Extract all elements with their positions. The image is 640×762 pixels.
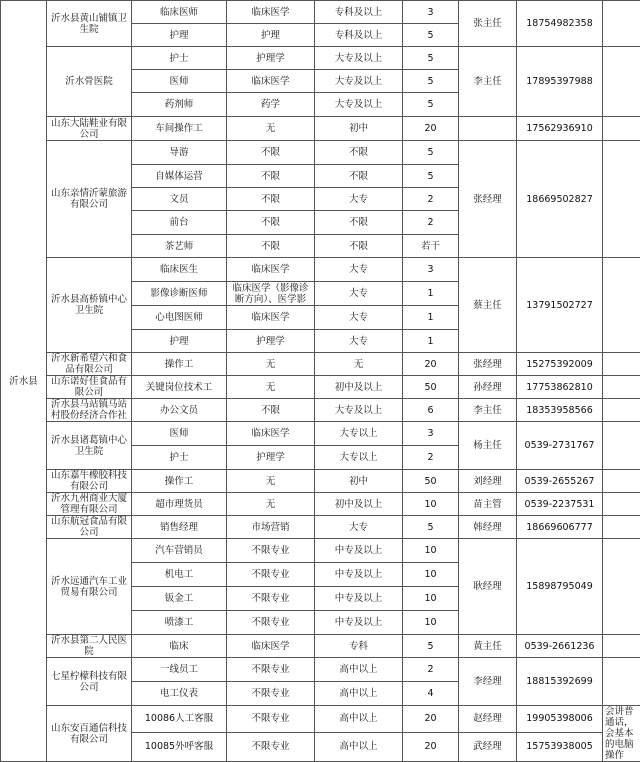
position-cell: 10086人工客服 bbox=[132, 706, 227, 733]
count-cell: 5 bbox=[403, 635, 459, 658]
position-cell: 10085外呼客服 bbox=[132, 732, 227, 761]
major-cell: 临床医学（影像诊断方向）、医学影 bbox=[227, 282, 315, 306]
education-cell: 大专 bbox=[315, 330, 403, 353]
education-cell: 大专 bbox=[315, 516, 403, 539]
phone-cell: 18754982358 bbox=[517, 1, 603, 47]
note-cell bbox=[603, 258, 640, 353]
note-cell bbox=[603, 470, 640, 493]
note-cell bbox=[603, 1, 640, 47]
table-row bbox=[1, 706, 640, 733]
education-cell: 大专 bbox=[315, 258, 403, 282]
education-cell: 初中 bbox=[315, 117, 403, 141]
education-cell: 大专以上 bbox=[315, 446, 403, 470]
unit-name-cell: 沂水县高桥镇中心卫生院 bbox=[47, 258, 132, 353]
contact-cell: 刘经理 bbox=[459, 470, 517, 493]
table-row bbox=[1, 493, 640, 516]
note-cell bbox=[603, 422, 640, 470]
count-cell: 2 bbox=[403, 446, 459, 470]
note-cell bbox=[603, 539, 640, 635]
position-cell: 操作工 bbox=[132, 470, 227, 493]
table-row bbox=[1, 141, 640, 165]
major-cell: 临床医学 bbox=[227, 70, 315, 93]
major-cell: 护理学 bbox=[227, 330, 315, 353]
count-cell: 50 bbox=[403, 376, 459, 399]
contact-cell: 韩经理 bbox=[459, 516, 517, 539]
position-cell: 医师 bbox=[132, 422, 227, 446]
phone-cell: 17562936910 bbox=[517, 117, 603, 141]
major-cell: 无 bbox=[227, 470, 315, 493]
table-row bbox=[1, 399, 640, 422]
position-cell: 车间操作工 bbox=[132, 117, 227, 141]
unit-name-cell: 山东亲情沂蒙旅游有限公司 bbox=[47, 141, 132, 258]
note-cell bbox=[603, 117, 640, 141]
count-cell: 5 bbox=[403, 24, 459, 47]
count-cell: 2 bbox=[403, 658, 459, 682]
count-cell: 1 bbox=[403, 306, 459, 330]
unit-name-cell: 沂水远通汽车工业贸易有限公司 bbox=[47, 539, 132, 635]
education-cell: 初中 bbox=[315, 470, 403, 493]
phone-cell: 13791502727 bbox=[517, 258, 603, 353]
unit-name-cell: 山东诺好佳食品有限公司 bbox=[47, 376, 132, 399]
major-cell: 不限专业 bbox=[227, 682, 315, 706]
note-cell bbox=[603, 353, 640, 376]
count-cell: 3 bbox=[403, 1, 459, 24]
position-cell: 前台 bbox=[132, 211, 227, 235]
education-cell: 不限 bbox=[315, 211, 403, 235]
note-cell bbox=[603, 658, 640, 706]
position-cell: 关键岗位技术工 bbox=[132, 376, 227, 399]
education-cell: 大专 bbox=[315, 188, 403, 211]
position-cell: 汽车营销员 bbox=[132, 539, 227, 563]
major-cell: 无 bbox=[227, 493, 315, 516]
major-cell: 不限专业 bbox=[227, 563, 315, 587]
table-row bbox=[1, 470, 640, 493]
table-row bbox=[1, 258, 640, 282]
table-row bbox=[1, 1, 640, 24]
education-cell: 专科及以上 bbox=[315, 1, 403, 24]
education-cell: 初中及以上 bbox=[315, 493, 403, 516]
education-cell: 高中以上 bbox=[315, 658, 403, 682]
contact-cell: 张主任 bbox=[459, 1, 517, 47]
count-cell: 10 bbox=[403, 587, 459, 611]
phone-cell: 18815392699 bbox=[517, 658, 603, 706]
education-cell: 不限 bbox=[315, 235, 403, 258]
major-cell: 不限专业 bbox=[227, 587, 315, 611]
major-cell: 临床医学 bbox=[227, 306, 315, 330]
note-cell bbox=[603, 376, 640, 399]
count-cell: 5 bbox=[403, 141, 459, 165]
count-cell: 2 bbox=[403, 211, 459, 235]
education-cell: 不限 bbox=[315, 141, 403, 165]
count-cell: 5 bbox=[403, 516, 459, 539]
unit-name-cell: 沂水骨医院 bbox=[47, 47, 132, 117]
major-cell: 不限 bbox=[227, 399, 315, 422]
position-cell: 电工仪表 bbox=[132, 682, 227, 706]
position-cell: 文员 bbox=[132, 188, 227, 211]
table-row bbox=[1, 516, 640, 539]
contact-cell bbox=[459, 117, 517, 141]
education-cell: 专科及以上 bbox=[315, 24, 403, 47]
count-cell: 5 bbox=[403, 165, 459, 188]
education-cell: 大专 bbox=[315, 306, 403, 330]
count-cell: 5 bbox=[403, 93, 459, 117]
unit-name-cell: 山东大陆鞋业有限公司 bbox=[47, 117, 132, 141]
note-cell bbox=[603, 399, 640, 422]
unit-name-cell: 沂水县第二人民医院 bbox=[47, 635, 132, 658]
note-cell bbox=[603, 47, 640, 117]
education-cell: 不限 bbox=[315, 165, 403, 188]
major-cell: 护理 bbox=[227, 24, 315, 47]
education-cell: 大专及以上 bbox=[315, 93, 403, 117]
count-cell: 1 bbox=[403, 282, 459, 306]
education-cell: 无 bbox=[315, 353, 403, 376]
education-cell: 大专以上 bbox=[315, 422, 403, 446]
major-cell: 不限专业 bbox=[227, 611, 315, 635]
table-row bbox=[1, 47, 640, 70]
major-cell: 不限 bbox=[227, 211, 315, 235]
unit-name-cell: 沂水新希望六和食品有限公司 bbox=[47, 353, 132, 376]
phone-cell: 0539-2661236 bbox=[517, 635, 603, 658]
major-cell: 不限专业 bbox=[227, 732, 315, 761]
contact-cell: 孙经理 bbox=[459, 376, 517, 399]
major-cell: 不限专业 bbox=[227, 658, 315, 682]
count-cell: 10 bbox=[403, 539, 459, 563]
table-row bbox=[1, 658, 640, 682]
education-cell: 中专及以上 bbox=[315, 539, 403, 563]
phone-cell: 18353958566 bbox=[517, 399, 603, 422]
count-cell: 3 bbox=[403, 258, 459, 282]
major-cell: 无 bbox=[227, 353, 315, 376]
major-cell: 无 bbox=[227, 117, 315, 141]
position-cell: 导游 bbox=[132, 141, 227, 165]
unit-name-cell: 沂水县马站镇马站村股份经济合作社 bbox=[47, 399, 132, 422]
position-cell: 医师 bbox=[132, 70, 227, 93]
note-cell bbox=[603, 635, 640, 658]
contact-cell: 耿经理 bbox=[459, 539, 517, 635]
contact-cell: 赵经理 bbox=[459, 706, 517, 733]
unit-name-cell: 山东安百通信科技有限公司 bbox=[47, 706, 132, 762]
position-cell: 茶艺师 bbox=[132, 235, 227, 258]
table-row bbox=[1, 635, 640, 658]
position-cell: 机电工 bbox=[132, 563, 227, 587]
count-cell: 20 bbox=[403, 732, 459, 761]
education-cell: 大专 bbox=[315, 282, 403, 306]
phone-cell: 17895397988 bbox=[517, 47, 603, 117]
major-cell: 不限 bbox=[227, 188, 315, 211]
phone-cell: 18669606777 bbox=[517, 516, 603, 539]
count-cell: 20 bbox=[403, 706, 459, 733]
county-cell: 沂水县 bbox=[1, 1, 47, 762]
major-cell: 不限 bbox=[227, 141, 315, 165]
position-cell: 超市理货员 bbox=[132, 493, 227, 516]
major-cell: 不限专业 bbox=[227, 539, 315, 563]
unit-name-cell: 山东航冠食品有限公司 bbox=[47, 516, 132, 539]
count-cell: 5 bbox=[403, 70, 459, 93]
phone-cell: 17753862810 bbox=[517, 376, 603, 399]
contact-cell: 李主任 bbox=[459, 399, 517, 422]
major-cell: 临床医学 bbox=[227, 422, 315, 446]
count-cell: 3 bbox=[403, 422, 459, 446]
position-cell: 护士 bbox=[132, 446, 227, 470]
table-row bbox=[1, 539, 640, 563]
position-cell: 自媒体运营 bbox=[132, 165, 227, 188]
major-cell: 临床医学 bbox=[227, 258, 315, 282]
major-cell: 不限专业 bbox=[227, 706, 315, 733]
position-cell: 药剂师 bbox=[132, 93, 227, 117]
unit-name-cell: 七星柠檬科技有限公司 bbox=[47, 658, 132, 706]
table-row bbox=[1, 353, 640, 376]
count-cell: 若干 bbox=[403, 235, 459, 258]
phone-cell: 0539-2237531 bbox=[517, 493, 603, 516]
education-cell: 专科 bbox=[315, 635, 403, 658]
note-cell: 会讲普通话，会基本的电脑操作 bbox=[603, 706, 640, 762]
table-row bbox=[1, 376, 640, 399]
contact-cell: 张经理 bbox=[459, 141, 517, 258]
unit-name-cell: 沂水九州商业大厦管理有限公司 bbox=[47, 493, 132, 516]
major-cell: 护理学 bbox=[227, 446, 315, 470]
position-cell: 影像诊断医师 bbox=[132, 282, 227, 306]
contact-cell: 武经理 bbox=[459, 732, 517, 761]
contact-cell: 苗主管 bbox=[459, 493, 517, 516]
count-cell: 10 bbox=[403, 563, 459, 587]
table-row bbox=[1, 117, 640, 141]
unit-name-cell: 沂水县诸葛镇中心卫生院 bbox=[47, 422, 132, 470]
note-cell bbox=[603, 493, 640, 516]
major-cell: 药学 bbox=[227, 93, 315, 117]
contact-cell: 李经理 bbox=[459, 658, 517, 706]
position-cell: 心电图医师 bbox=[132, 306, 227, 330]
phone-cell: 0539-2655267 bbox=[517, 470, 603, 493]
phone-cell: 0539-2731767 bbox=[517, 422, 603, 470]
count-cell: 20 bbox=[403, 117, 459, 141]
contact-cell: 杨主任 bbox=[459, 422, 517, 470]
position-cell: 办公文员 bbox=[132, 399, 227, 422]
education-cell: 中专及以上 bbox=[315, 611, 403, 635]
major-cell: 护理学 bbox=[227, 47, 315, 70]
phone-cell: 19905398006 bbox=[517, 706, 603, 733]
major-cell: 不限 bbox=[227, 235, 315, 258]
position-cell: 临床 bbox=[132, 635, 227, 658]
position-cell: 销售经理 bbox=[132, 516, 227, 539]
unit-name-cell: 沂水县黄山铺镇卫生院 bbox=[47, 1, 132, 47]
count-cell: 4 bbox=[403, 682, 459, 706]
contact-cell: 蔡主任 bbox=[459, 258, 517, 353]
contact-cell: 李主任 bbox=[459, 47, 517, 117]
major-cell: 无 bbox=[227, 376, 315, 399]
phone-cell: 18669502827 bbox=[517, 141, 603, 258]
position-cell: 喷漆工 bbox=[132, 611, 227, 635]
count-cell: 5 bbox=[403, 47, 459, 70]
education-cell: 初中及以上 bbox=[315, 376, 403, 399]
position-cell: 护士 bbox=[132, 47, 227, 70]
position-cell: 一线员工 bbox=[132, 658, 227, 682]
count-cell: 20 bbox=[403, 353, 459, 376]
position-cell: 护理 bbox=[132, 330, 227, 353]
position-cell: 钣金工 bbox=[132, 587, 227, 611]
education-cell: 大专及以上 bbox=[315, 47, 403, 70]
contact-cell: 黄主任 bbox=[459, 635, 517, 658]
education-cell: 大专及以上 bbox=[315, 70, 403, 93]
unit-name-cell: 山东嘉牛橡胶科技有限公司 bbox=[47, 470, 132, 493]
education-cell: 高中以上 bbox=[315, 682, 403, 706]
education-cell: 中专及以上 bbox=[315, 587, 403, 611]
position-cell: 护理 bbox=[132, 24, 227, 47]
count-cell: 50 bbox=[403, 470, 459, 493]
count-cell: 2 bbox=[403, 188, 459, 211]
education-cell: 高中以上 bbox=[315, 732, 403, 761]
education-cell: 中专及以上 bbox=[315, 563, 403, 587]
contact-cell: 张经理 bbox=[459, 353, 517, 376]
count-cell: 10 bbox=[403, 493, 459, 516]
table-row bbox=[1, 422, 640, 446]
position-cell: 临床医师 bbox=[132, 1, 227, 24]
phone-cell: 15275392009 bbox=[517, 353, 603, 376]
education-cell: 高中以上 bbox=[315, 706, 403, 733]
major-cell: 不限 bbox=[227, 165, 315, 188]
note-cell bbox=[603, 516, 640, 539]
count-cell: 10 bbox=[403, 611, 459, 635]
phone-cell: 15898795049 bbox=[517, 539, 603, 635]
major-cell: 市场营销 bbox=[227, 516, 315, 539]
position-cell: 临床医生 bbox=[132, 258, 227, 282]
major-cell: 临床医学 bbox=[227, 635, 315, 658]
phone-cell: 15753938005 bbox=[517, 732, 603, 761]
count-cell: 6 bbox=[403, 399, 459, 422]
count-cell: 1 bbox=[403, 330, 459, 353]
note-cell bbox=[603, 141, 640, 258]
major-cell: 临床医学 bbox=[227, 1, 315, 24]
education-cell: 大专及以上 bbox=[315, 399, 403, 422]
position-cell: 操作工 bbox=[132, 353, 227, 376]
